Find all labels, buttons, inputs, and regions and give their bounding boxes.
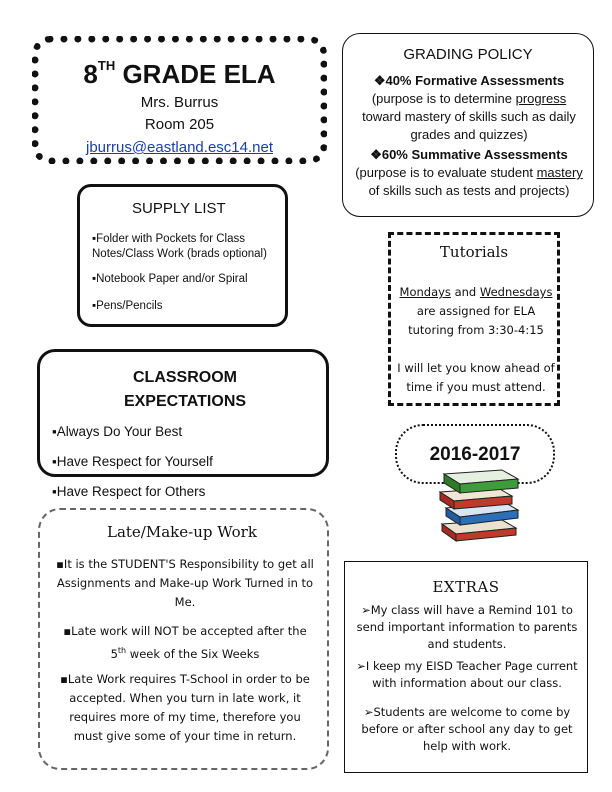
late-work-rule: ▪It is the STUDENT'S Responsibility to get all Assignments and Make-up Work Turned in to Me. — [56, 557, 314, 609]
page-title: 8TH GRADE ELA — [83, 58, 276, 89]
expectations-box — [37, 349, 329, 499]
room-number: Room 205 — [144, 116, 215, 133]
late-work-box — [38, 508, 329, 770]
expectations-title: CLASSROOM EXPECTATIONS — [123, 369, 247, 410]
extras-item: ➢My class will have a Remind 101 to send important information to parents and students. — [356, 603, 578, 651]
formative-description: (purpose is to determine progress toward mastery of skills such as daily grades and quizzes) — [362, 91, 576, 142]
late-work-title: Late/Make-up Work — [107, 523, 257, 541]
summative-heading: ❖60% Summative Assessments — [370, 147, 568, 162]
tutorials-box — [388, 232, 560, 406]
school-year: 2016-2017 — [429, 444, 521, 465]
supply-item: ▪Notebook Paper and/or Spiral — [92, 273, 248, 285]
email-link[interactable]: jburrus@eastland.esc14.net — [85, 139, 273, 156]
tutorials-title: Tutorials — [439, 243, 509, 261]
header-box — [32, 36, 327, 164]
expectation-rule: ▪Have Respect for Others — [52, 484, 206, 499]
expectation-rule: ▪Have Respect for Yourself — [52, 454, 213, 469]
extras-title: EXTRAS — [432, 578, 500, 596]
supply-list-box — [77, 184, 288, 327]
grading-policy-title: GRADING POLICY — [403, 46, 533, 63]
tutorials-schedule: Mondays and Wednesdays are assigned for ELA tutoring from 3:30-4:15 — [399, 285, 553, 337]
extras-item: ➢I keep my EISD Teacher Page current with information about our class. — [356, 659, 578, 690]
extras-box — [344, 561, 588, 773]
book-top-green — [444, 470, 518, 493]
formative-assessment — [353, 72, 585, 144]
supply-list-title: SUPPLY LIST — [132, 200, 226, 217]
late-work-rule: ▪Late Work requires T-School in order to be accepted. When you turn in late work, it requires more of my time, therefore you must give some of your time in return. — [60, 672, 310, 743]
supply-item: ▪Folder with Pockets for Class Notes/Class Work (brads optional) — [92, 233, 267, 260]
expectation-rule: ▪Always Do Your Best — [52, 424, 183, 439]
formative-heading: ❖40% Formative Assessments — [373, 73, 565, 88]
books-icon — [432, 462, 524, 544]
extras-item: ➢Students are welcome to come by before or after school any day to get help with work. — [361, 705, 573, 753]
supply-item: ▪Pens/Pencils — [92, 300, 163, 312]
summative-description: (purpose is to evaluate student mastery of skills such as tests and projects) — [355, 165, 583, 198]
late-work-rule: ▪Late work will NOT be accepted after the 5th week of the Six Weeks — [63, 624, 307, 661]
summative-assessment — [353, 146, 585, 200]
teacher-name: Mrs. Burrus — [140, 94, 219, 111]
tutorials-note: I will let you know ahead of time if you must attend. — [397, 361, 555, 394]
grading-policy-box — [342, 33, 594, 217]
